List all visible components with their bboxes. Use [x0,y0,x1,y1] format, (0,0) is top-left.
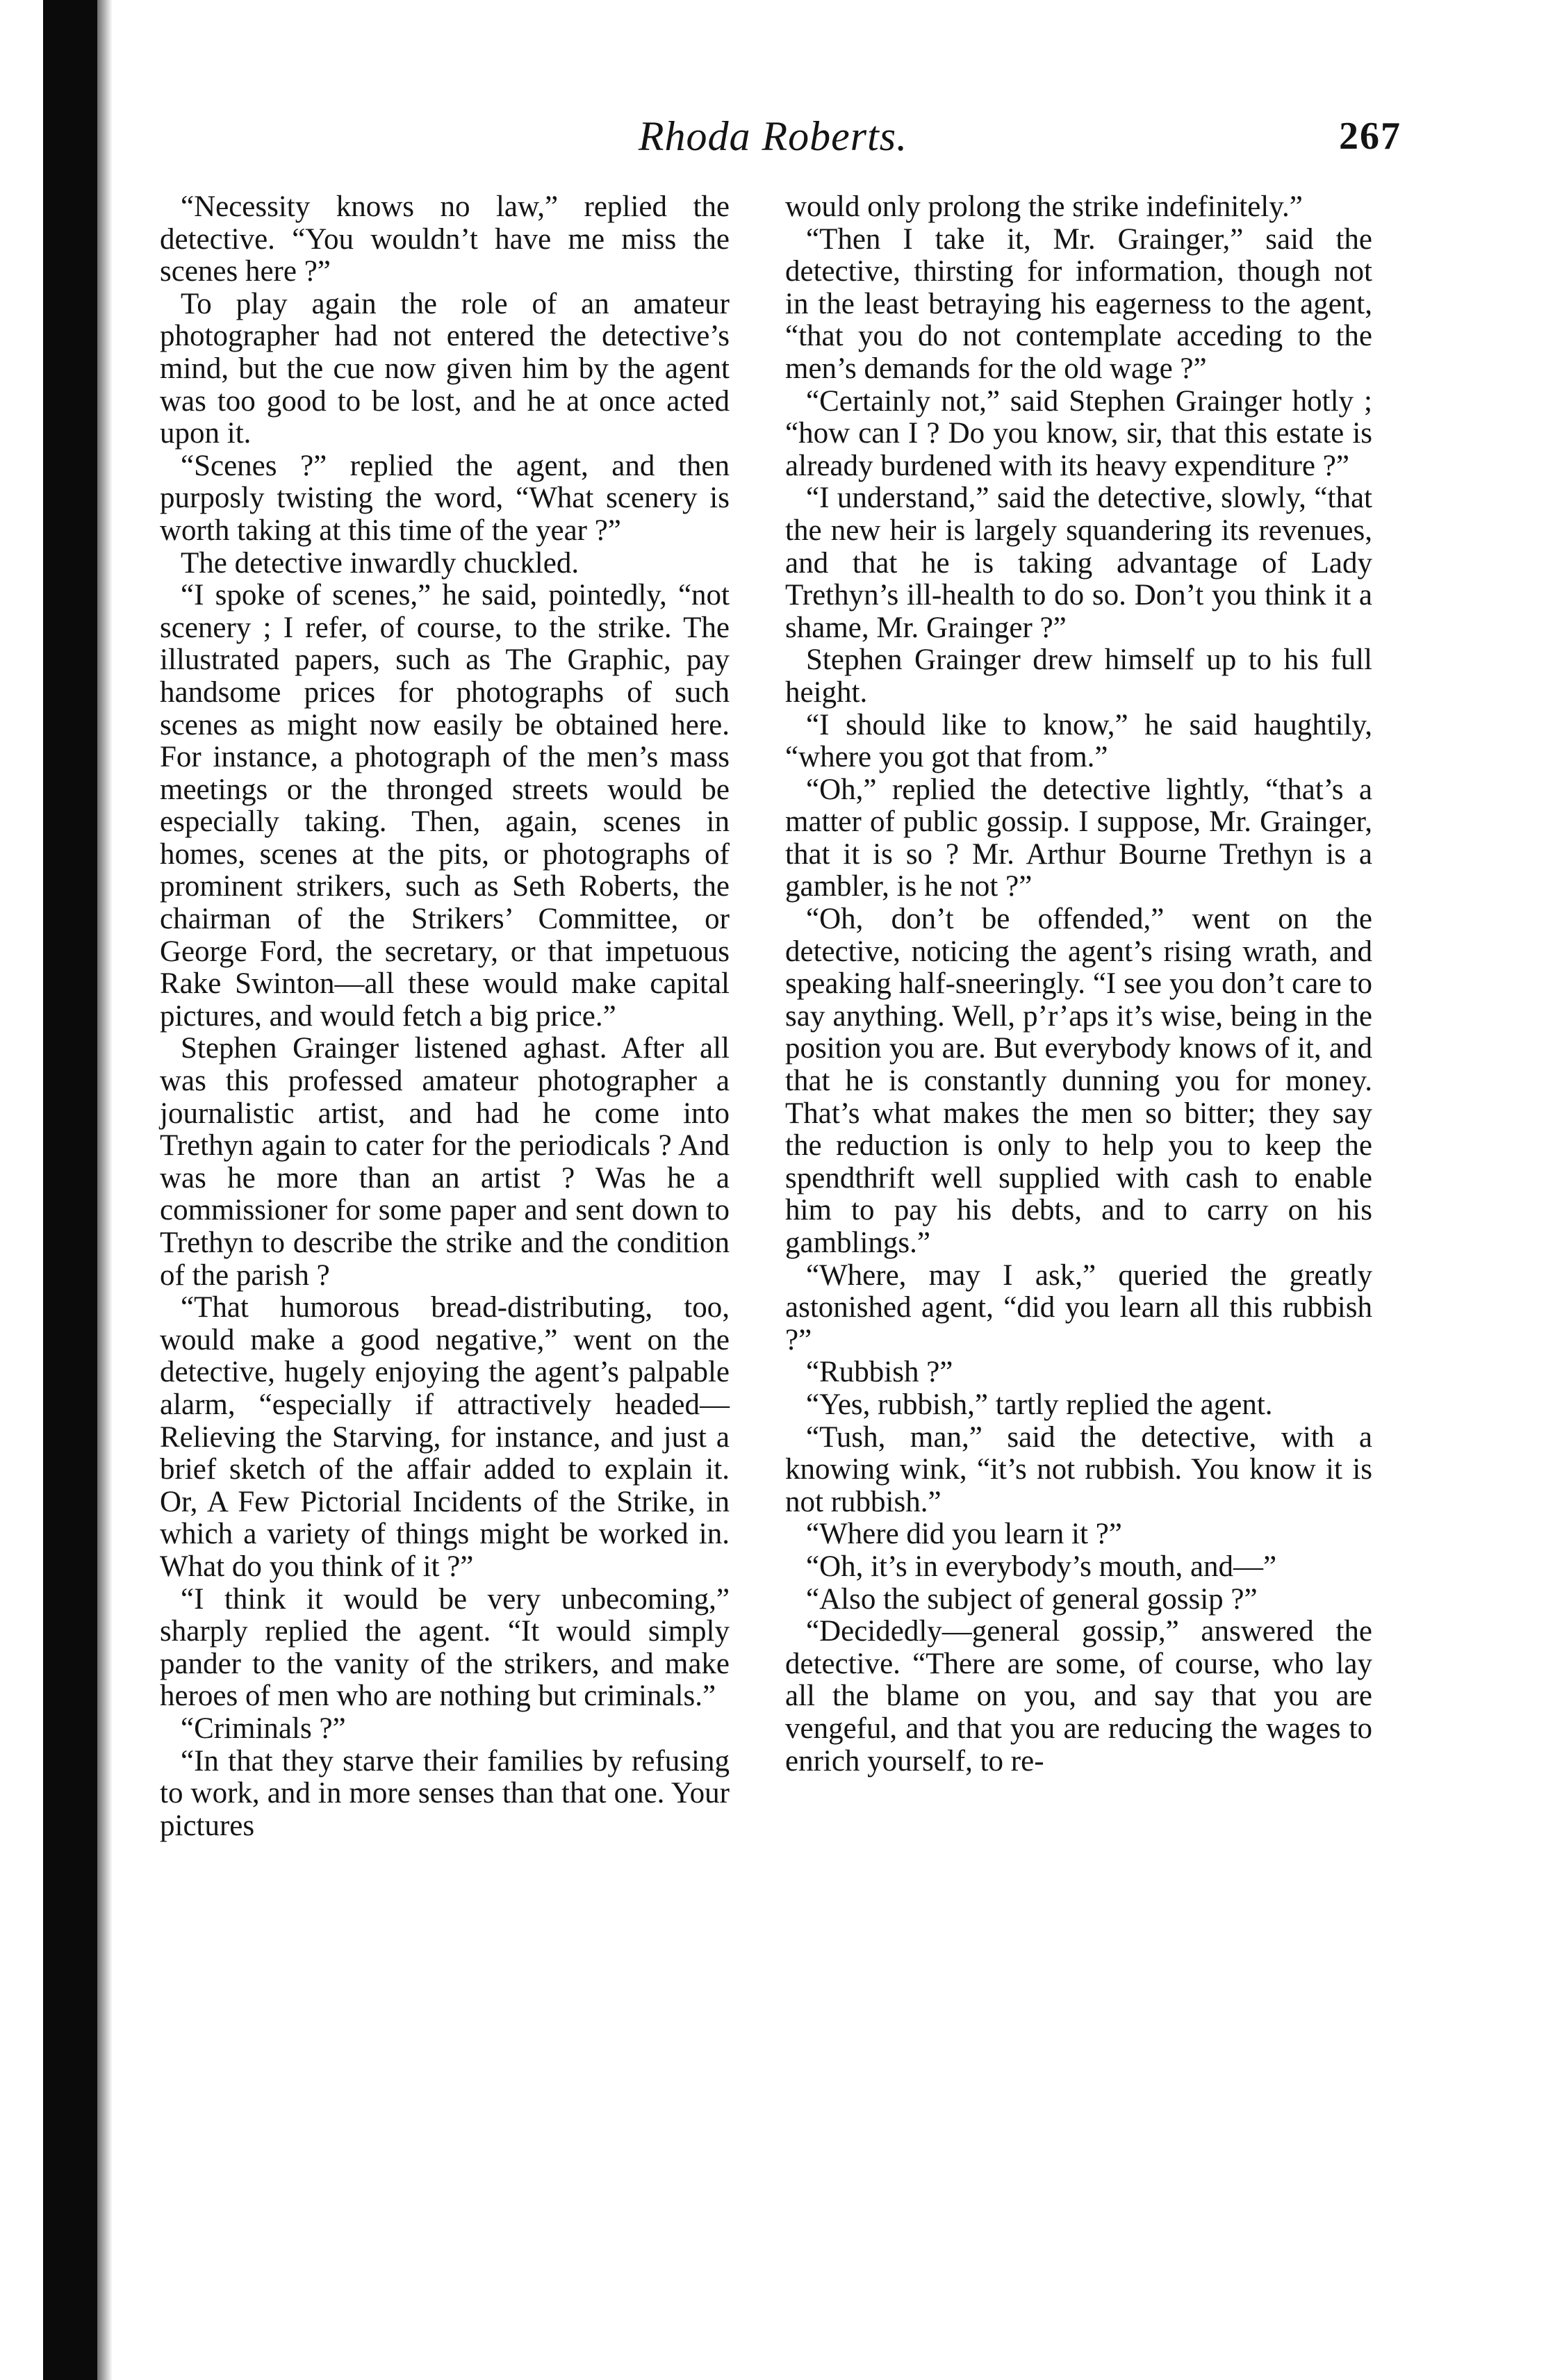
paragraph: would only prolong the strike indefinitely.” [785,190,1303,223]
paragraph: “Then I take it, Mr. Grainger,” said the detective, thirsting for information, though not in the least betraying his eagerness to the agent, “that you do not contemplate acceding to the men’s demands for the old wage ?” [785,222,1372,385]
paragraph: To play again the role of an amateur photographer had not entered the detective’s mind, but the cue now given him by the agent was too good to be lost, and he at once acted upon it. [160,287,730,450]
paragraph: Stephen Grainger listened aghast. After all was this professed amateur photographer a journalistic artist, and had he come into Trethyn again to cater for the periodicals ? And was he more than an artist ? Was he a commissioner for some paper and sent down to Trethyn to describe the strike and the condition of the parish ? [160,1032,730,1292]
paragraph: “Oh, don’t be offended,” went on the detective, noticing the agent’s rising wrath, and speaking half-sneeringly. “I see you don’t care to say anything. Well, p’r’aps it’s wise, being in the position you are. But everybody knows of it, and that he is constantly dunning you for money. That’s what makes the men so bitter; they say the reduction is only to help you to keep the spendthrift well supplied with cash to enable him to pay his debts, and to carry on his gamblings.” [785,903,1372,1259]
paragraph: “I should like to know,” he said haughtily, “where you got that from.” [785,708,1372,774]
paragraph: “Oh,” replied the detective lightly, “that’s a matter of public gossip. I suppose, Mr. Grainger, that it is so ? Mr. Arthur Bourne Trethyn is a gambler, is he not ?” [785,773,1372,903]
paragraph: “Tush, man,” said the detective, with a knowing wink, “it’s not rubbish. You know it is not rubbish.” [785,1420,1372,1518]
paragraph: “Oh, it’s in everybody’s mouth, and—” [806,1550,1277,1583]
gutter-fade [97,0,113,2380]
paragraph: The detective inwardly chuckled. [181,546,579,580]
paragraph: “Decidedly—general gossip,” answered the detective. “There are some, of course, who lay all the blame on you, and say that you are vengeful, and that you are reducing the wages to enrich yourself, to re- [785,1615,1372,1778]
paragraph: “I think it would be very unbecoming,” sharply replied the agent. “It would simply pander to the vanity of the strikers, and make heroes of men who are nothing but criminals.” [160,1582,730,1713]
paragraph: “Criminals ?” [181,1712,346,1745]
paragraph: “Where, may I ask,” queried the greatly astonished agent, “did you learn all this rubbish ?” [785,1258,1372,1356]
running-title: Rhoda Roberts. [638,113,908,159]
paragraph: “In that they starve their families by refusing to work, and in more senses than that one. Your pictures [160,1744,730,1842]
text-column-right [785,191,1372,1778]
paragraph: “Yes, rubbish,” tartly replied the agent. [806,1388,1273,1421]
paragraph: “Rubbish ?” [806,1356,953,1389]
paragraph: “Scenes ?” replied the agent, and then purposly twisting the word, “What scenery is worth taking at this time of the year ?” [160,449,730,547]
text-column-left [160,191,730,1842]
paragraph: “Certainly not,” said Stephen Grainger hotly ; “how can I ? Do you know, sir, that this estate is already burdened with its heavy expenditure ?” [785,384,1372,482]
paragraph: Stephen Grainger drew himself up to his full height. [785,643,1372,709]
paragraph: “I spoke of scenes,” he said, pointedly, “not scenery ; I refer, of course, to the strike. The illustrated papers, such as The Graphic, pay handsome prices for photographs of such scenes as might now easily be obtained here. For instance, a photograph of the men’s mass meetings or the thronged streets would be especially taking. Then, again, scenes in homes, scenes at the pits, or photographs of prominent strikers, such as Seth Roberts, the chairman of the Strikers’ Committee, or George Ford, the secretary, or that impetuous Rake Swinton—all these would make capital pictures, and would fetch a big price.” [160,579,730,1033]
page-number: 267 [1339,115,1401,158]
paragraph: “Also the subject of general gossip ?” [806,1582,1258,1616]
paragraph: “Necessity knows no law,” replied the detective. “You wouldn’t have me miss the scenes here ?” [160,190,730,288]
paragraph: “That humorous bread-distributing, too, would make a good negative,” went on the detective, hugely enjoying the agent’s palpable alarm, “especially if attractively headed—Relieving the Starving, for instance, and just a brief sketch of the affair added to explain it. Or, A Few Pictorial Incidents of the Strike, in which a variety of things might be worked in. What do you think of it ?” [160,1291,730,1583]
paragraph: “I understand,” said the detective, slowly, “that the new heir is largely squandering its revenues, and that he is taking advantage of Lady Trethyn’s ill-health to do so. Don’t you think it a shame, Mr. Grainger ?” [785,482,1372,644]
book-spine-shadow [43,0,97,2380]
paragraph: “Where did you learn it ?” [806,1518,1122,1551]
